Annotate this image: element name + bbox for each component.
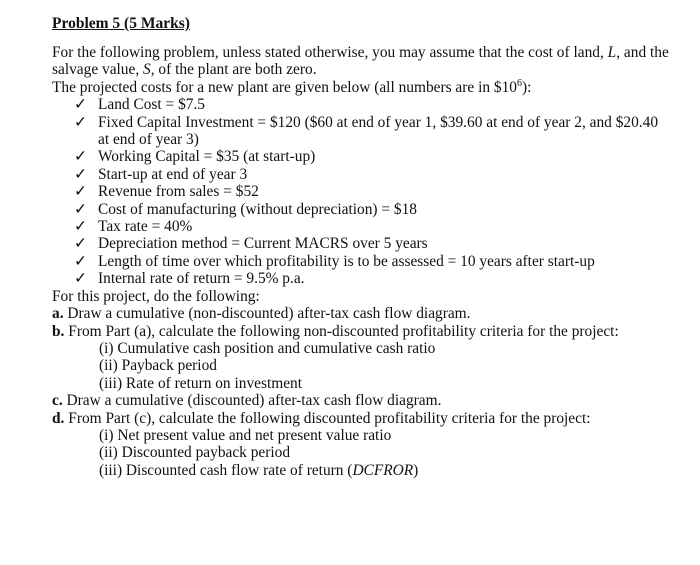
part-d-subitems [52, 427, 672, 479]
item-text: Working Capital = $35 (at start-up) [98, 148, 316, 166]
check-icon: ✓ [74, 148, 87, 166]
intro-paragraph [52, 44, 672, 79]
part-label: c. [52, 392, 63, 410]
var-S: S [143, 61, 151, 79]
dcfror-abbr: DCFROR [352, 461, 414, 479]
list-item [52, 253, 672, 270]
list-item [52, 96, 672, 113]
costs-intro-end: ): [521, 78, 532, 96]
part-text: Draw a cumulative (non-discounted) after-tax cash flow diagram. [63, 305, 471, 323]
list-item [52, 114, 672, 149]
part-label: a. [52, 305, 64, 323]
item-text: Fixed Capital Investment = $120 ($60 at end of year 1, $39.60 at end of year 2, and $20.40 [98, 113, 659, 131]
list-item: (iii) Rate of return on investment [99, 374, 303, 392]
part-c [52, 392, 672, 409]
part-text: From Part (a), calculate the following non-discounted profitability criteria for the project: [64, 322, 619, 340]
item-text-continued: at end of year 3) [98, 131, 199, 149]
intro-text-3: , of the plant are both zero. [150, 61, 317, 79]
list-item: (ii) Payback period [99, 357, 217, 375]
check-icon: ✓ [74, 96, 87, 114]
check-icon: ✓ [74, 270, 87, 288]
check-icon: ✓ [74, 183, 87, 201]
part-d [52, 410, 672, 480]
item-text: Land Cost = $7.5 [98, 96, 206, 114]
intro-text-2: , and the salvage value, [52, 44, 669, 79]
check-icon: ✓ [74, 218, 87, 236]
var-L: L [607, 44, 617, 61]
check-icon: ✓ [74, 252, 87, 270]
list-item [52, 218, 672, 235]
problem-body [52, 44, 672, 479]
list-item: (i) Net present value and net present value ratio [99, 426, 392, 444]
check-icon: ✓ [74, 200, 87, 218]
project-intro: For this project, do the following: [52, 287, 260, 305]
exponent: 6 [516, 77, 522, 89]
intro-text-1: For the following problem, unless stated otherwise, you may assume that the cost of land, [52, 44, 608, 61]
task-parts [52, 305, 672, 479]
part-b [52, 323, 672, 393]
part-label: d. [52, 409, 65, 427]
item-text: Depreciation method = Current MACRS over 5 years [98, 235, 428, 253]
item-text: Length of time over which profitability is to be assessed = 10 years after start-up [98, 252, 595, 270]
cost-checklist [52, 96, 672, 287]
part-label: b. [52, 322, 65, 340]
list-item [52, 166, 672, 183]
check-icon: ✓ [74, 235, 87, 253]
part-a [52, 305, 672, 322]
item-text: Internal rate of return = 9.5% p.a. [98, 270, 305, 288]
costs-intro-text: The projected costs for a new plant are given below (all numbers are in $10 [52, 78, 517, 96]
list-item: (ii) Discounted payback period [99, 444, 291, 462]
item-text: Tax rate = 40% [98, 218, 193, 236]
check-icon: ✓ [74, 113, 87, 131]
item-text: Cost of manufacturing (without depreciation) = $18 [98, 200, 417, 218]
list-item [52, 235, 672, 252]
item-text: Start-up at end of year 3 [98, 165, 248, 183]
item-text: Revenue from sales = $52 [98, 183, 259, 201]
costs-intro [52, 79, 672, 96]
sub-text: (iii) Discounted cash flow rate of return ( [99, 461, 353, 479]
list-item [52, 183, 672, 200]
part-text: Draw a cumulative (discounted) after-tax cash flow diagram. [62, 392, 442, 410]
list-item [52, 148, 672, 165]
list-item [52, 270, 672, 287]
list-item: (i) Cumulative cash position and cumulative cash ratio [99, 339, 436, 357]
check-icon: ✓ [74, 165, 87, 183]
list-item [52, 201, 672, 218]
list-item [99, 462, 672, 479]
part-text: From Part (c), calculate the following discounted profitability criteria for the project: [64, 409, 591, 427]
part-b-subitems [52, 340, 672, 392]
problem-title: Problem 5 (5 Marks) [52, 15, 190, 32]
sub-text-end: ) [413, 461, 419, 479]
